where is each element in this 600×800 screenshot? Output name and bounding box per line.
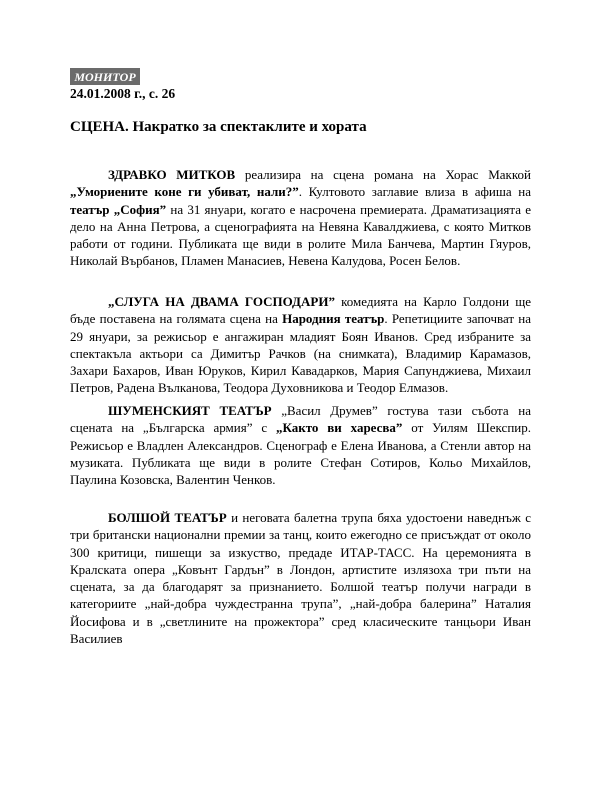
paragraph-4-lead: БОЛШОЙ ТЕАТЪР [108, 510, 227, 525]
monitor-logo [70, 68, 140, 85]
paragraph-3-text-b: от Уилям Шекспир. Режисьор е Владлен Александров. Сценограф е Елена Иванова, а Стенли автор на музиката. Публиката ще види в ролите Стефан Сотиров, Кольо Михайлов, Паулина Козовска, Валентин Ченков. [70, 420, 531, 488]
paragraph-2-lead: „СЛУГА НА ДВАМА ГОСПОДАРИ” [108, 294, 335, 309]
paragraph-zdravko-mitkov [70, 166, 531, 270]
monitor-logo-graphic [70, 68, 140, 85]
logo-text: МОНИТОР [74, 70, 136, 84]
paragraph-3-text-a: „Васил Друмев” гостува тази събота на сцената на „Българска армия” с [70, 403, 531, 436]
paragraph-sluga [70, 293, 531, 397]
paragraph-1-title: „Умориените коне ги убиват, нали?” [70, 184, 299, 200]
paragraph-1-text-c: на 31 януари, когато е насрочена премиерата. Драматизацията е дело на Анна Петрова, а сценографията на Невяна Кавалджиева, с която Митков работи от години. Публиката ще види в ролите Мила Банчева, Мартин Гяуров, Николай Върбанов, Пламен Манасиев, Невена Калудова, Росен Белов. [70, 201, 532, 269]
publication-date: 24.01.2008 г., с. 26 [70, 86, 176, 101]
paragraph-1-text-a: реализира на сцена романа на Хорас Маккой [235, 167, 531, 182]
paragraph-3-lead: ШУМЕНСКИЯТ ТЕАТЪР [108, 403, 272, 418]
paragraph-2-text-b: . Репетициите започват на 29 януари, за режисьор е ангажиран младият Боян Иванов. Сред избраните за спектакъла актьори са Димитър Рачков (на снимката), Владимир Карамазов, Захари Бахаров, Иван Юруков, Кирил Кавадарков, Мария Сапунджиева, Михаил Петров, Радена Вълканова, Теодора Духовникова и Теодор Елмазов. [70, 311, 532, 396]
paragraph-1-venue: театър „София” [70, 201, 167, 217]
paragraph-1-text-b: . Култовото заглавие влиза в афиша на [298, 184, 531, 200]
paragraph-3-title: „Както ви харесва” [275, 420, 403, 436]
paragraph-2-text-a: комедията на Карло Голдони ще бъде поставена на голямата сцена на [70, 294, 531, 327]
paragraph-1-lead: ЗДРАВКО МИТКОВ [108, 167, 236, 182]
paragraph-4-text: и неговата балетна трупа бяха удостоени наведнъж с три британски национални премии за танц, които ежегодно се присъждат от около 300 критици, пишещи за изкуство, предаде ИТАР-ТАСС. На церемонията в Кралската опера „Ковънт Гардън” в Лондон, артистите излязоха три пъти на сцената, за да благодарят за признанието. Болшой театър получи награди в категориите „най-добра чуждестранна трупа”, „най-добра балерина” Наталия Йосифова и в „светлините на прожектора” сред класическите танцьори Иван Василиев [70, 510, 531, 647]
paragraph-bolshoi [70, 509, 531, 647]
paragraph-shumen-theatre [70, 402, 531, 488]
paragraph-2-venue: Народния театър [282, 311, 385, 327]
article-headline: СЦЕНА. Накратко за спектаклите и хората [70, 119, 367, 135]
